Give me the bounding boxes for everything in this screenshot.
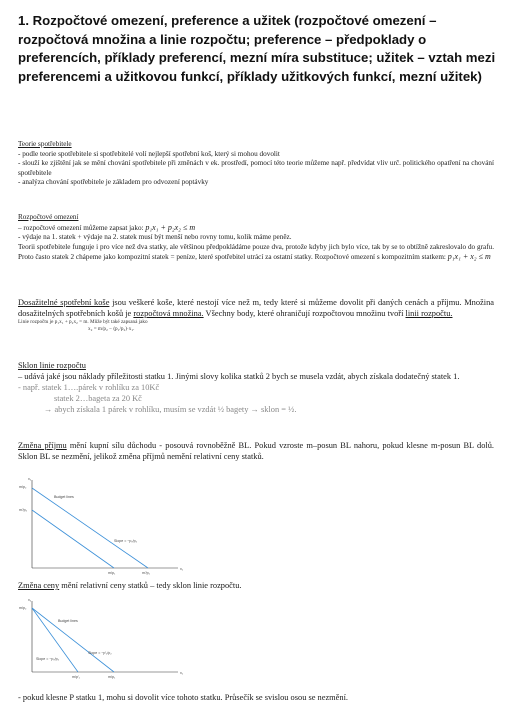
paragraph: - pokud klesne P statku 1, mohu si dovolit více tohoto statku. Průsečík se svislou osou se nezmění. [18,693,349,702]
paragraph: - analýza chování spotřebitele je základem pro odvození poptávky [18,178,209,187]
x-axis-label: x₁ [180,671,184,675]
section-price-change [18,580,494,591]
slope-label-a: Slope = −p₁/p₂ [36,657,59,661]
example-line: - např. statek 1….párek v rohlíku za 10Kč [18,383,160,392]
y-label-top: m/p₂ [19,606,27,610]
formula: p₁x₁ + p₂x₂ ≤ m [145,222,196,232]
paragraph [18,223,494,234]
line-label: Budget lines [54,495,74,499]
paragraph: - výdaje na 1. statek + výdaje na 2. statek musí být menší nebo rovny tomu, kolik máme peněz. [18,233,292,242]
book-formula: x₂ = m/p₂ − (p₁/p₂)·x₁. [88,325,135,332]
section-heading: Sklon linie rozpočtu [18,361,86,370]
budget-line-inner [32,510,114,568]
term: Dosažitelné spotřební koše [18,298,110,307]
paragraph [18,580,494,591]
y-label-mid: m'/p₂ [19,508,28,512]
text: mění relativní ceny statků – tedy sklon linie rozpočtu. [59,581,242,590]
section-price-drop [18,692,494,703]
text: Teorii spotřebitele funguje i pro více než dva statky, ale většinou předpokládáme pouze dva, protože kdyby jich bylo více, tak by se to obtížně zakreslovalo do grafu. Proto často statek 2 chápeme jako kompozitní statek = peníze, které spotřebitel utrácí za ostatní statky. Rozpočtové omezení s kompozitním statkem: [18,242,494,262]
term: rozpočtová množina. [133,309,204,318]
budget-line-flat [32,608,114,672]
budget-line-outer [32,488,148,568]
paragraph [18,297,494,319]
section-income-change [18,440,494,462]
income-change-graph [18,476,188,576]
budget-line-steep [32,608,78,672]
document-title: 1. Rozpočtové omezení, preference a užitek (rozpočtové omezení – rozpočtová množina a linie rozpočtu; preference – předpoklady o preferencích, příklady preferencí, mezní míra substituce; užitek – vztah mezi preferencemi a užitkovou funkcí, příklady užitkových funkcí, mezní užitek) [18,13,496,84]
paragraph [18,243,494,263]
section-budget-constraint [18,213,494,263]
paragraph [18,440,494,462]
x-label-a: m/p′₁ [72,675,80,679]
price-change-graph [18,598,188,680]
slope-label: Slope = −p₁/p₂ [114,539,137,543]
x-axis-label: x₁ [180,567,184,571]
y-label-top: m/p₂ [19,485,27,489]
line-label: Budget lines [58,619,78,623]
term: Změna příjmu [18,441,67,450]
y-axis-label: x₂ [28,598,32,602]
paragraph: – udává jaké jsou náklady příležitosti statku 1. Jinými slovy kolika statků 2 bych se musela vzdát, abych získala dodatečný statek 1. [18,372,460,381]
x-label-right: m'/p₁ [142,571,150,575]
text: Všechny body, které ohraničují rozpočtovou množinu tvoří [203,309,406,318]
example-line: → abych získala 1 párek v rohlíku, musím se vzdát ½ bagety → sklon = ½. [44,405,297,414]
example-line: statek 2…bageta za 20 Kč [54,394,142,403]
paragraph: - podle teorie spotřebitele si spotřebitelé volí nejlepší spotřební koš, který si mohou dovolit [18,149,280,158]
x-label-mid: m/p₁ [108,571,116,575]
section-consumer-theory [18,140,494,188]
section-budget-set [18,297,494,332]
section-heading: Teorie spotřebitele [18,140,72,148]
text: – rozpočtové omezení můžeme zapsat jako: [18,223,144,232]
formula: p₁x₁ + x₂ ≤ m [447,252,491,262]
text: mění kupní sílu důchodu - posouvá rovnoběžně BL. Pokud vzroste m–posun BL nahoru, pokud klesne m-posun BL dolů. Sklon BL se nezmění, jelikož změna příjmů nemění relativní ceny statků. [18,441,494,461]
book-excerpt: Linie rozpočtu je p₁x₁ + p₂x₂ = m. Může být také zapsaná jako [18,319,148,325]
term: linii rozpočtu. [405,309,453,318]
text: jsou veškeré koše, které nestojí více než m, tedy které si můžeme dovolit při daných cenách a příjmu. Množina dosažitelných spotřebních košů je [18,298,495,318]
x-label-b: m/p₁ [108,675,116,679]
section-budget-slope [18,360,494,415]
y-axis-label: x₂ [28,477,32,481]
section-heading: Rozpočtové omezení [18,213,79,221]
paragraph: - slouží ke zjištění jak se mění chování spotřebitele při změnách v ek. prostředí, pomocí této teorie můžeme např. předvídat vliv urč. politického opatření na chování spotřebitele [18,159,494,177]
slope-label-b: Slope = −p′₁/p₂ [88,651,112,655]
term: Změna ceny [18,581,60,590]
